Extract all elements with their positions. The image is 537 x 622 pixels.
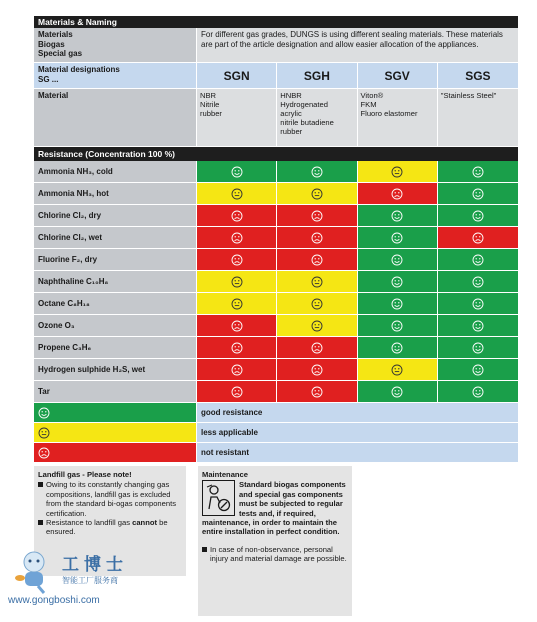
maintenance-note-title: Maintenance <box>202 470 248 479</box>
material-line: Hydrogenated <box>280 100 328 109</box>
designations-label <box>34 63 197 88</box>
material-cell-sgn <box>197 89 277 146</box>
rating-cell <box>438 161 518 182</box>
rating-cell <box>277 249 357 270</box>
text-part: Resistance to landfill gas <box>46 518 133 528</box>
material-line: nitrile butadiene <box>280 118 334 127</box>
rating-cell <box>277 161 357 182</box>
frown-icon <box>311 210 323 222</box>
material-cell-sgh <box>277 89 357 146</box>
label-line: Special gas <box>38 49 83 58</box>
materials-label <box>34 28 197 62</box>
designation-sgv: SGV <box>358 63 438 88</box>
rating-cell <box>197 359 277 380</box>
material-line: rubber <box>280 127 303 136</box>
landfill-bullet-text <box>46 518 182 537</box>
rating-cell <box>358 381 438 402</box>
material-label: Material <box>34 89 197 146</box>
legend-text: less applicable <box>197 423 518 442</box>
frown-icon <box>38 447 50 459</box>
rating-cell <box>358 337 438 358</box>
smile-icon <box>472 276 484 288</box>
designations-row <box>34 63 518 89</box>
label-line: Biogas <box>38 39 65 49</box>
neutral-face-icon <box>231 188 243 200</box>
neutral-face-icon <box>391 166 403 178</box>
legend-row <box>34 443 518 463</box>
section-header-resistance: Resistance (Concentration 100 %) <box>34 147 518 161</box>
landfill-bullet <box>38 518 182 537</box>
frown-icon <box>231 210 243 222</box>
resistance-row-label: Fluorine F₂, dry <box>34 249 197 270</box>
bullet-square-icon <box>38 482 43 487</box>
legend-text: not resistant <box>197 443 518 462</box>
rating-cell <box>438 315 518 336</box>
resistance-row-label: Octane C₈H₁₈ <box>34 293 197 314</box>
legend <box>34 403 518 463</box>
rating-cell <box>438 337 518 358</box>
materials-table <box>34 16 518 463</box>
smile-icon <box>472 342 484 354</box>
text-bold: cannot <box>132 518 158 528</box>
legend-row <box>34 403 518 423</box>
smile-icon <box>391 276 403 288</box>
text-part: be ensured. <box>46 518 168 537</box>
legend-swatch <box>34 403 197 422</box>
resistance-row <box>34 359 518 381</box>
maintenance-note <box>198 466 352 616</box>
rating-cell <box>277 183 357 204</box>
watermark-subtitle: 智能工厂服务商 <box>62 576 118 585</box>
frown-icon <box>231 364 243 376</box>
resistance-row <box>34 293 518 315</box>
rating-cell <box>438 227 518 248</box>
rating-cell <box>438 271 518 292</box>
frown-icon <box>311 254 323 266</box>
resistance-row <box>34 337 518 359</box>
maintenance-bullet <box>202 545 348 564</box>
neutral-face-icon <box>311 298 323 310</box>
rating-cell <box>197 183 277 204</box>
material-line: Viton® <box>360 91 384 100</box>
rating-cell <box>197 315 277 336</box>
neutral-face-icon <box>311 276 323 288</box>
resistance-row-label: Chlorine Cl₂, dry <box>34 205 197 226</box>
rating-cell <box>438 249 518 270</box>
frown-icon <box>311 232 323 244</box>
resistance-row-label: Tar <box>34 381 197 402</box>
legend-text: good resistance <box>197 403 518 422</box>
smile-icon <box>472 166 484 178</box>
material-line: Fluoro elastomer <box>360 109 418 118</box>
smile-icon <box>391 232 403 244</box>
legend-row <box>34 423 518 443</box>
resistance-row <box>34 183 518 205</box>
smile-icon <box>472 254 484 266</box>
resistance-row <box>34 227 518 249</box>
material-row <box>34 89 518 147</box>
neutral-face-icon <box>311 320 323 332</box>
resistance-row <box>34 315 518 337</box>
rating-cell <box>277 227 357 248</box>
frown-icon <box>231 320 243 332</box>
rating-cell <box>277 381 357 402</box>
materials-description: For different gas grades, DUNGS is using different sealing materials. These materials are part of the article designation and allow easier allocation of the appliances. <box>197 28 518 62</box>
smile-icon <box>391 320 403 332</box>
smile-icon <box>391 210 403 222</box>
frown-icon <box>391 188 403 200</box>
resistance-row-label: Ammonia NH₃, cold <box>34 161 197 182</box>
legend-swatch <box>34 423 197 442</box>
frown-icon <box>472 232 484 244</box>
designation-sgs: SGS <box>438 63 518 88</box>
rating-cell <box>438 381 518 402</box>
landfill-note-title: Landfill gas - Please note! <box>38 470 132 479</box>
smile-icon <box>231 166 243 178</box>
rating-cell <box>358 183 438 204</box>
rating-cell <box>277 271 357 292</box>
rating-cell <box>197 227 277 248</box>
rating-cell <box>197 271 277 292</box>
material-line: NBR <box>200 91 217 100</box>
material-line: HNBR <box>280 91 302 100</box>
material-cell-sgv <box>358 89 438 146</box>
rating-cell <box>438 359 518 380</box>
rating-cell <box>197 337 277 358</box>
frown-icon <box>311 342 323 354</box>
smile-icon <box>472 386 484 398</box>
material-line: acrylic <box>280 109 302 118</box>
resistance-row <box>34 249 518 271</box>
rating-cell <box>438 205 518 226</box>
resistance-row <box>34 205 518 227</box>
smile-icon <box>472 364 484 376</box>
smile-icon <box>38 407 50 419</box>
rating-cell <box>358 293 438 314</box>
rating-cell <box>197 161 277 182</box>
material-line: "Stainless Steel" <box>440 91 497 100</box>
rating-cell <box>358 161 438 182</box>
smile-icon <box>472 210 484 222</box>
resistance-row <box>34 161 518 183</box>
resistance-row-label: Ozone O₃ <box>34 315 197 336</box>
resistance-row <box>34 381 518 403</box>
neutral-face-icon <box>231 298 243 310</box>
neutral-face-icon <box>311 188 323 200</box>
rating-cell <box>277 315 357 336</box>
rating-cell <box>358 271 438 292</box>
frown-icon <box>231 342 243 354</box>
neutral-face-icon <box>231 276 243 288</box>
label-line: Materials <box>38 30 73 39</box>
maintenance-body: Standard biogas components and special gas components must be subjected to regular tests and, if required, maintenance, in order to maintain the entire installation in perfect condition. <box>202 480 346 537</box>
rating-cell <box>277 293 357 314</box>
watermark <box>4 548 154 618</box>
watermark-title: 工博士 <box>62 555 128 575</box>
resistance-row-label: Hydrogen sulphide H₂S, wet <box>34 359 197 380</box>
material-line: Nitrile <box>200 100 220 109</box>
neutral-face-icon <box>391 364 403 376</box>
smile-icon <box>472 188 484 200</box>
resistance-row-label: Ammonia NH₃, hot <box>34 183 197 204</box>
neutral-face-icon <box>38 427 50 439</box>
rating-cell <box>438 293 518 314</box>
resistance-row <box>34 271 518 293</box>
rating-cell <box>358 359 438 380</box>
label-line: SG ... <box>38 74 59 84</box>
rating-cell <box>197 381 277 402</box>
frown-icon <box>231 232 243 244</box>
maintenance-bullet-text: In case of non-observance, personal injury and material damage are possible. <box>210 544 347 564</box>
resistance-rows <box>34 161 518 403</box>
rating-cell <box>197 205 277 226</box>
rating-cell <box>358 205 438 226</box>
rating-cell <box>197 249 277 270</box>
resistance-row-label: Chlorine Cl₂, wet <box>34 227 197 248</box>
bullet-square-icon <box>202 547 207 552</box>
rating-cell <box>277 205 357 226</box>
frown-icon <box>231 254 243 266</box>
rating-cell <box>277 359 357 380</box>
resistance-row-label: Propene C₃H₆ <box>34 337 197 358</box>
landfill-bullet-text: Owing to its constantly changing gas compositions, landfill gas is excluded from the standard bi-ogas components certification. <box>46 480 177 518</box>
rating-cell <box>438 183 518 204</box>
landfill-bullet <box>38 480 182 518</box>
rating-cell <box>358 315 438 336</box>
watermark-url: www.gongboshi.com <box>8 595 100 606</box>
frown-icon <box>311 386 323 398</box>
rating-cell <box>358 249 438 270</box>
material-line: rubber <box>200 109 222 118</box>
maintenance-wrench-icon <box>202 480 235 516</box>
smile-icon <box>391 298 403 310</box>
designation-sgh: SGH <box>277 63 357 88</box>
frown-icon <box>311 364 323 376</box>
smile-icon <box>391 386 403 398</box>
mascot-icon <box>8 548 60 594</box>
bullet-square-icon <box>38 520 43 525</box>
section-header-materials: Materials & Naming <box>34 16 518 28</box>
rating-cell <box>277 337 357 358</box>
materials-row <box>34 28 518 63</box>
label-line: Material designations <box>38 65 120 74</box>
smile-icon <box>391 342 403 354</box>
smile-icon <box>472 320 484 332</box>
smile-icon <box>311 166 323 178</box>
rating-cell <box>197 293 277 314</box>
resistance-row-label: Naphthaline C₁₀H₈ <box>34 271 197 292</box>
smile-icon <box>472 298 484 310</box>
frown-icon <box>231 386 243 398</box>
rating-cell <box>358 227 438 248</box>
designation-sgn: SGN <box>197 63 277 88</box>
legend-swatch <box>34 443 197 462</box>
material-line: FKM <box>360 100 377 109</box>
material-cell-sgs <box>438 89 518 146</box>
smile-icon <box>391 254 403 266</box>
